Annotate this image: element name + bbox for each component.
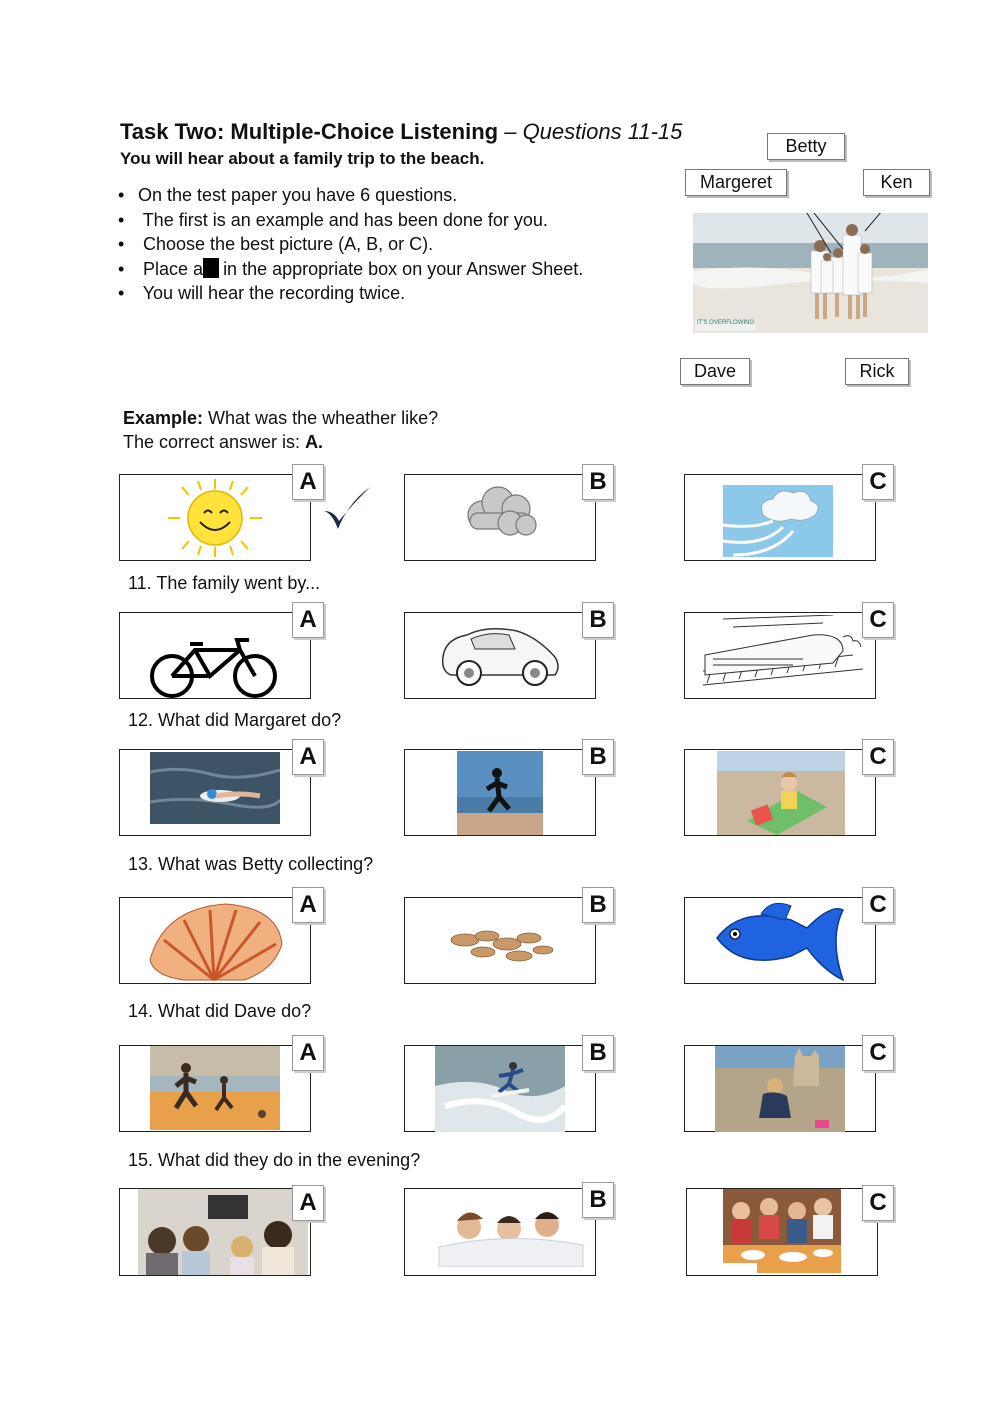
question-15: 15. What did they do in the evening? (128, 1150, 421, 1170)
q14-option-a[interactable] (119, 1045, 311, 1132)
q14-option-c[interactable] (684, 1045, 876, 1132)
watching-tv-photo (138, 1189, 308, 1275)
q14-option-b[interactable] (404, 1045, 596, 1132)
fish-icon (711, 898, 847, 984)
label-ken: Ken (863, 169, 930, 196)
example-option-c[interactable] (684, 474, 876, 561)
sandcastle-photo (715, 1046, 845, 1132)
sun-icon (160, 477, 270, 559)
q15-option-b[interactable] (404, 1188, 596, 1276)
q13-option-b[interactable] (404, 897, 596, 984)
letter-c-badge: C (862, 887, 894, 923)
letter-c-badge: C (862, 602, 894, 638)
list-item: • The first is an example and has been done for you. (118, 209, 548, 230)
question-11: 11. The family went by... (128, 573, 321, 593)
letter-c-badge: C (862, 464, 894, 500)
q13-option-c[interactable] (684, 897, 876, 984)
example-option-b[interactable] (404, 474, 596, 561)
label-dave: Dave (680, 358, 750, 385)
surfing-photo (435, 1046, 565, 1132)
q11-option-a[interactable] (119, 612, 311, 699)
train-icon (703, 615, 863, 695)
list-item: • Place a in the appropriate box on your Answer Sheet. (118, 258, 584, 279)
letter-b-badge: B (582, 739, 614, 775)
sleeping-photo (435, 1197, 585, 1267)
list-item: • Choose the best picture (A, B, or C). (118, 234, 434, 254)
bicycle-icon (145, 638, 285, 698)
dinner-photo (723, 1189, 841, 1273)
list-item: • On the test paper you have 6 questions. (118, 185, 458, 205)
letter-a-badge: A (292, 602, 324, 638)
q15-option-c[interactable] (686, 1188, 878, 1276)
q12-option-a[interactable] (119, 749, 311, 836)
instructions-list (118, 183, 583, 306)
page-title: Task Two: Multiple-Choice Listening – Questions 11-15 (120, 119, 683, 144)
q11-option-c[interactable] (684, 612, 876, 699)
cloud-icon (460, 481, 542, 541)
label-margeret: Margeret (685, 169, 787, 196)
example-block: Example: What was the wheather like? The correct answer is: A. (123, 408, 439, 452)
letter-a-badge: A (292, 1035, 324, 1071)
car-icon (437, 617, 567, 695)
question-12: 12. What did Margaret do? (128, 710, 342, 730)
label-betty: Betty (767, 133, 845, 160)
letter-b-badge: B (582, 887, 614, 923)
pebbles-icon (445, 918, 555, 968)
q13-option-a[interactable] (119, 897, 311, 984)
wind-icon (723, 485, 833, 557)
letter-b-badge: B (582, 1035, 614, 1071)
swimming-photo (150, 752, 280, 824)
q12-option-c[interactable] (684, 749, 876, 836)
question-14: 14. What did Dave do? (128, 1001, 312, 1021)
letter-c-badge: C (862, 1035, 894, 1071)
list-item: • You will hear the recording twice. (118, 283, 406, 303)
family-beach-photo: IT'S OVERFLOWING (693, 213, 928, 333)
checkmark-icon (322, 485, 372, 533)
q15-option-a[interactable] (119, 1188, 311, 1276)
letter-b-badge: B (582, 602, 614, 638)
letter-b-badge: B (582, 1182, 614, 1218)
letter-a-badge: A (292, 887, 324, 923)
running-photo (457, 751, 543, 835)
label-rick: Rick (845, 358, 909, 385)
letter-a-badge: A (292, 464, 324, 500)
q12-option-b[interactable] (404, 749, 596, 836)
question-13: 13. What was Betty collecting? (128, 854, 374, 874)
example-option-a[interactable] (119, 474, 311, 561)
letter-c-badge: C (862, 739, 894, 775)
letter-c-badge: C (862, 1185, 894, 1221)
q11-option-b[interactable] (404, 612, 596, 699)
shell-icon (144, 900, 284, 982)
letter-a-badge: A (292, 739, 324, 775)
tick-box-icon (203, 258, 219, 278)
reading-photo (717, 751, 845, 835)
letter-b-badge: B (582, 464, 614, 500)
letter-a-badge: A (292, 1185, 324, 1221)
page-subtitle: You will hear about a family trip to the beach. (120, 149, 485, 168)
football-photo (150, 1046, 280, 1130)
